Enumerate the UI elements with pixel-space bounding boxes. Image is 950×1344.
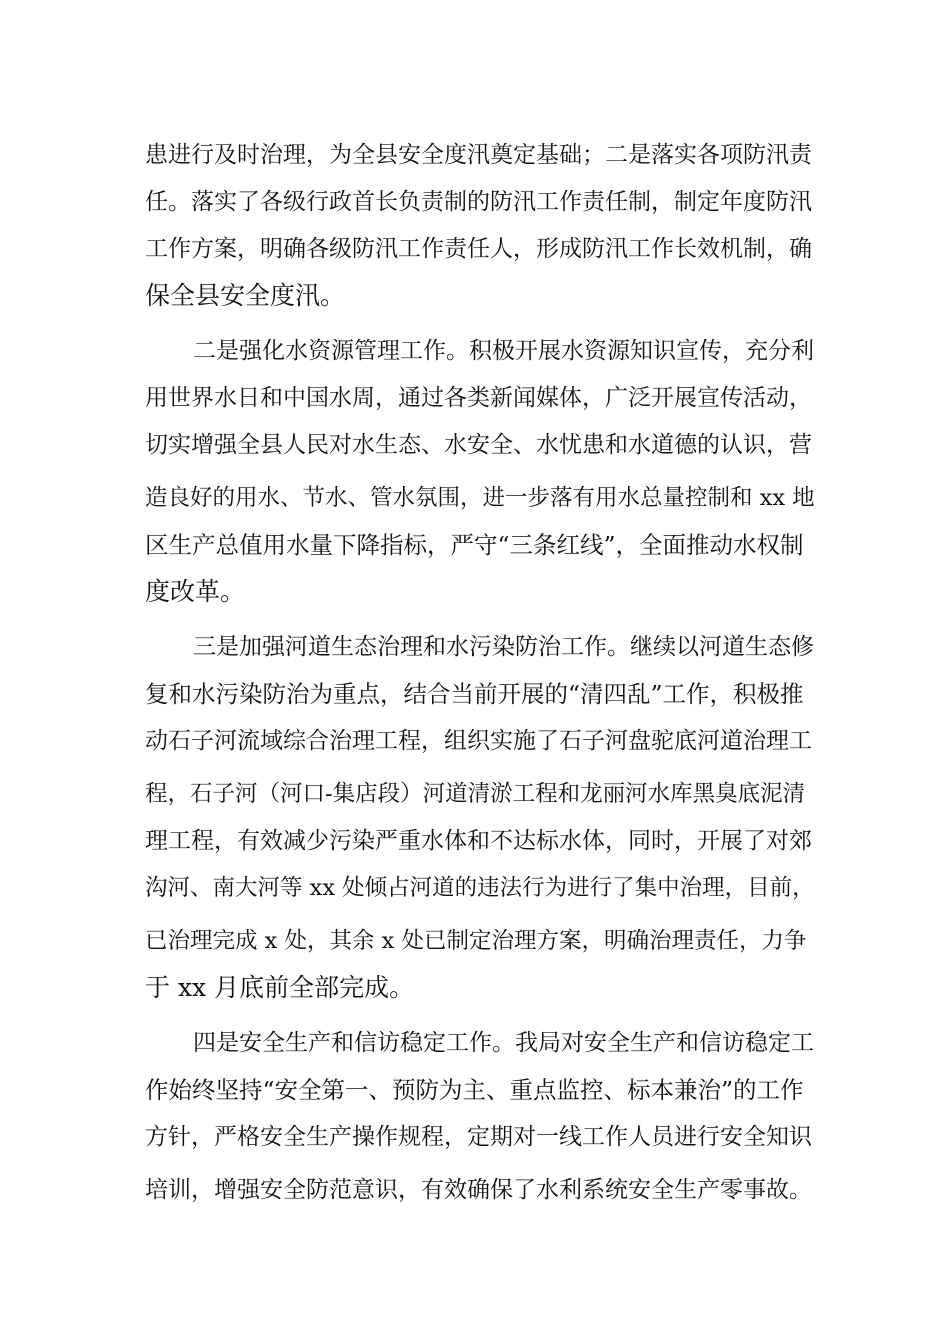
text-line: 于 xx 月底前全部完成。 [145, 973, 415, 1002]
text-line: 培训，增强安全防范意识，有效确保了水利系统安全生产零事故。 [145, 1177, 812, 1203]
text-line: 用世界水日和中国水周，通过各类新闻媒体，广泛开展宣传活动， [145, 385, 812, 411]
text-line: 程，石子河（河口-集店段）河道清淤工程和龙丽河水库黑臭底泥清 [145, 781, 806, 807]
text-line: 已治理完成 x 处，其余 x 处已制定治理方案，明确治理责任，力争 [145, 928, 807, 954]
text-line: 沟河、南大河等 xx 处倾占河道的违法行为进行了集中治理，目前， [145, 875, 815, 901]
text-line: 动石子河流域综合治理工程，组织实施了石子河盘驼底河道治理工 [145, 728, 812, 754]
text-line: 度改革。 [145, 577, 246, 606]
text-line: 作始终坚持“安全第一、预防为主、重点监控、标本兼治”的工作 [145, 1076, 804, 1104]
text-line: 患进行及时治理，为全县安全度汛奠定基础；二是落实各项防汛责 [145, 142, 812, 168]
paragraph-first-line: 三是加强河道生态治理和水污染防治工作。继续以河道生态修 [193, 634, 814, 660]
paragraph-first-line: 四是安全生产和信访稳定工作。我局对安全生产和信访稳定工 [193, 1030, 814, 1056]
text-line: 理工程，有效减少污染严重水体和不达标水体，同时，开展了对郊 [145, 828, 812, 854]
text-line: 复和水污染防治为重点，结合当前开展的“清四乱”工作，积极推 [145, 680, 804, 708]
text-line: 保全县安全度汛。 [145, 281, 346, 310]
paragraph-first-line: 二是强化水资源管理工作。积极开展水资源知识宣传，充分利 [193, 338, 814, 364]
text-line: 工作方案，明确各级防汛工作责任人，形成防汛工作长效机制，确 [145, 236, 812, 262]
text-line: 任。落实了各级行政首长负责制的防汛工作责任制，制定年度防汛 [145, 189, 812, 215]
text-line: 造良好的用水、节水、管水氛围，进一步落有用水总量控制和 xx 地 [145, 485, 815, 511]
text-line: 切实增强全县人民对水生态、水安全、水忧患和水道德的认识，营 [145, 432, 812, 458]
text-line: 区生产总值用水量下降指标，严守“三条红线”，全面推动水权制 [145, 531, 804, 559]
text-line: 方针，严格安全生产操作规程，定期对一线工作人员进行安全知识 [145, 1124, 812, 1150]
